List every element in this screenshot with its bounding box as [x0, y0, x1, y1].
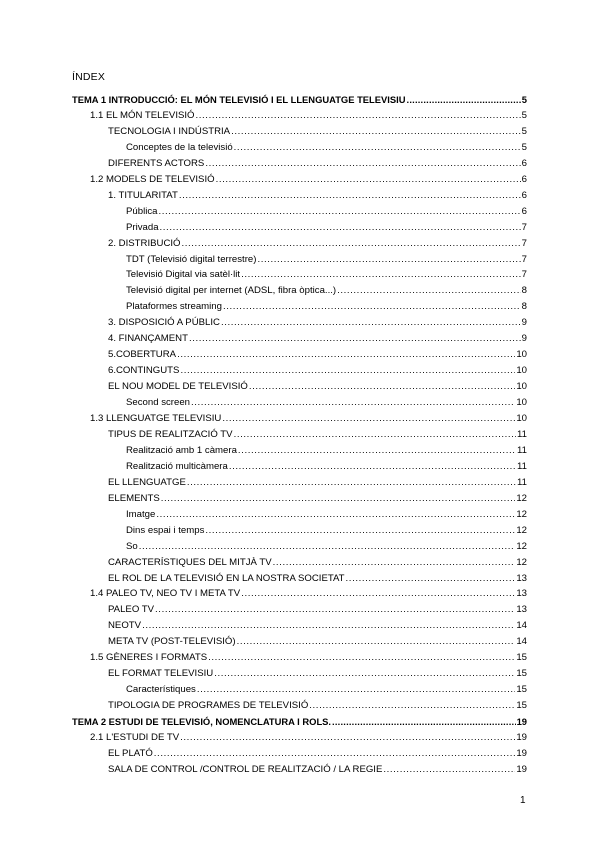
toc-entry-page: 5: [521, 125, 527, 137]
toc-entry[interactable]: [108, 364, 527, 378]
toc-entry[interactable]: [126, 524, 527, 538]
toc-dot-leader: [158, 205, 520, 219]
toc-dot-leader: [383, 763, 515, 777]
toc-entry-title: 5.COBERTURA: [108, 349, 177, 361]
toc-entry-title: 1.5 GÈNERES I FORMATS: [90, 652, 208, 664]
toc-dot-leader: [238, 444, 516, 458]
toc-entry[interactable]: [108, 380, 527, 394]
toc-dot-leader: [231, 125, 521, 139]
toc-entry[interactable]: [108, 635, 527, 649]
toc-dot-leader: [179, 189, 521, 203]
toc-dot-leader: [142, 619, 515, 633]
toc-entry-title: So: [126, 540, 138, 552]
toc-dot-leader: [160, 221, 521, 235]
toc-dot-leader: [221, 316, 521, 330]
toc-entry-page: 10: [516, 381, 527, 393]
toc-entry-title: 4. FINANÇAMENT: [108, 333, 188, 345]
toc-entry-page: 12: [516, 524, 527, 536]
toc-dot-leader: [196, 109, 521, 123]
toc-entry-title: CARACTERÍSTIQUES DEL MITJÀ TV: [108, 556, 272, 568]
toc-entry[interactable]: [126, 141, 527, 155]
toc-entry-title: Second screen: [126, 397, 190, 409]
toc-dot-leader: [229, 460, 516, 474]
toc-entry-title: 1.1 EL MÓN TELEVISIÓ: [90, 109, 195, 121]
toc-entry-page: 15: [516, 652, 527, 664]
toc-entry[interactable]: [90, 731, 527, 745]
toc-entry-title: SALA DE CONTROL /CONTROL DE REALITZACIÓ / LA REGIE: [108, 763, 383, 775]
toc-entry-page: 11: [517, 444, 527, 456]
toc-entry-title: Plataformes streaming: [126, 301, 222, 313]
toc-entry[interactable]: [108, 603, 527, 617]
toc-entry[interactable]: [108, 492, 527, 506]
toc-entry-page: 8: [521, 301, 527, 313]
toc-dot-leader: [222, 412, 515, 426]
toc-entry-title: 1.3 LLENGUATGE TELEVISIU: [90, 413, 222, 424]
toc-entry[interactable]: [126, 508, 527, 522]
toc-entry-title: TIPOLOGIA DE PROGRAMES DE TELEVISIÓ: [108, 700, 309, 712]
toc-entry-title: Realització multicàmera: [126, 460, 228, 472]
toc-dot-leader: [182, 237, 521, 251]
toc-entry-title: TEMA 2 ESTUDI DE TELEVISIÓ, NOMENCLATURA I ROLS.: [72, 716, 332, 728]
toc-entry[interactable]: [90, 587, 527, 601]
toc-entry-title: 3. DISPOSICIÓ A PÚBLIC: [108, 317, 220, 329]
toc-entry[interactable]: [72, 715, 527, 729]
toc-dot-leader: [234, 141, 521, 155]
toc-dot-leader: [177, 348, 515, 362]
toc-entry-title: EL PLATÓ: [108, 747, 153, 759]
toc-entry[interactable]: [108, 556, 527, 570]
toc-entry-page: 6: [521, 205, 527, 217]
toc-entry[interactable]: [90, 109, 527, 123]
toc-entry-page: 19: [516, 747, 527, 759]
page-number: 1: [520, 795, 526, 806]
toc-entry-page: 11: [517, 428, 527, 440]
toc-entry-title: PALEO TV: [108, 604, 155, 616]
toc-entry[interactable]: [108, 348, 527, 362]
toc-dot-leader: [257, 253, 520, 267]
toc-dot-leader: [273, 556, 516, 570]
toc-entry-page: 6: [521, 173, 527, 185]
toc-entry-title: EL LLENGUATGE: [108, 476, 186, 488]
toc-entry[interactable]: [126, 253, 527, 267]
toc-dot-leader: [223, 300, 521, 314]
toc-dot-leader: [156, 508, 515, 522]
toc-entry[interactable]: [126, 221, 527, 235]
toc-entry-page: 13: [516, 604, 527, 616]
toc-entry-title: 6.CONTINGUTS: [108, 365, 180, 377]
toc-dot-leader: [241, 268, 521, 282]
toc-entry-page: 15: [516, 700, 527, 712]
toc-entry-title: Característiques: [126, 684, 196, 696]
toc-entry-page: 13: [516, 572, 527, 584]
toc-entry-page: 8: [521, 285, 527, 297]
toc-entry-page: 10: [516, 397, 527, 409]
toc-entry[interactable]: [108, 619, 527, 633]
toc-entry[interactable]: [108, 157, 527, 171]
toc-entry-title: 1. TITULARITAT: [108, 189, 178, 201]
toc-entry-page: 5: [521, 141, 527, 153]
toc-entry[interactable]: [108, 763, 527, 777]
toc-entry-page: 15: [516, 668, 527, 680]
toc-entry-page: 11: [517, 460, 527, 472]
toc-dot-leader: [309, 699, 515, 713]
toc-entry[interactable]: [108, 747, 527, 761]
toc-entry[interactable]: [126, 683, 527, 697]
toc-entry[interactable]: [108, 428, 527, 442]
toc-entry[interactable]: [108, 476, 527, 490]
toc-entry-title: Televisió Digital via satèl·lit: [126, 269, 241, 281]
toc-dot-leader: [197, 683, 515, 697]
toc-entry[interactable]: [108, 316, 527, 330]
toc-dot-leader: [205, 157, 520, 171]
toc-entry-page: 14: [516, 620, 527, 632]
toc-entry[interactable]: [108, 125, 527, 139]
toc-entry-page: 10: [516, 365, 527, 377]
toc-dot-leader: [189, 332, 521, 346]
toc-dot-leader: [187, 476, 516, 490]
toc-entry-page: 12: [516, 492, 527, 504]
toc-entry-title: Televisió digital per internet (ADSL, fibra òptica...): [126, 285, 337, 297]
toc-dot-leader: [241, 587, 515, 601]
toc-entry-page: 7: [521, 221, 527, 233]
toc-entry-page: 19: [516, 763, 527, 775]
toc-entry-page: 12: [516, 508, 527, 520]
toc-entry-title: Privada: [126, 221, 159, 233]
toc-dot-leader: [216, 173, 521, 187]
toc-dot-leader: [332, 715, 516, 729]
toc-entry-page: 5: [521, 94, 527, 105]
toc-entry-page: 7: [521, 269, 527, 281]
toc-entry-page: 7: [521, 253, 527, 265]
toc-entry-title: Realització amb 1 càmera: [126, 444, 237, 456]
toc-entry-page: 9: [521, 317, 527, 329]
toc-dot-leader: [205, 524, 515, 538]
toc-entry-page: 10: [516, 349, 527, 361]
toc-dot-leader: [337, 284, 521, 298]
toc-entry-title: Dins espai i temps: [126, 524, 205, 536]
toc-entry[interactable]: [126, 396, 527, 410]
toc-dot-leader: [180, 731, 515, 745]
toc-entry[interactable]: [126, 444, 527, 458]
toc-entry-title: Imatge: [126, 508, 156, 520]
toc-dot-leader: [155, 603, 515, 617]
toc-dot-leader: [180, 364, 515, 378]
toc-entry-title: NEOTV: [108, 620, 142, 632]
toc-entry[interactable]: [90, 173, 527, 187]
toc-entry-title: EL ROL DE LA TELEVISIÓ EN LA NOSTRA SOCIETAT: [108, 572, 345, 584]
toc-entry-page: 10: [516, 413, 527, 424]
toc-dot-leader: [191, 396, 515, 410]
toc-entry[interactable]: [126, 540, 527, 554]
toc-entry[interactable]: [126, 300, 527, 314]
toc-dot-leader: [214, 667, 515, 681]
toc-entry-page: 19: [516, 716, 527, 728]
toc-dot-leader: [208, 651, 515, 665]
toc-dot-leader: [346, 572, 516, 586]
toc-entry-title: EL NOU MODEL DE TELEVISIÓ: [108, 381, 248, 393]
toc-entry[interactable]: [126, 284, 527, 298]
toc-entry-page: 5: [521, 109, 527, 121]
toc-entry-page: 9: [521, 333, 527, 345]
toc-entry-title: TECNOLOGIA I INDÚSTRIA: [108, 125, 231, 137]
toc-entry-title: DIFERENTS ACTORS: [108, 157, 205, 169]
toc-entry-title: EL FORMAT TELEVISIU: [108, 668, 214, 680]
toc-entry-title: META TV (POST-TELEVISIÓ): [108, 636, 236, 648]
toc-entry-page: 6: [521, 189, 527, 201]
toc-entry[interactable]: [72, 93, 527, 107]
toc-dot-leader: [237, 635, 516, 649]
index-heading: ÍNDEX: [72, 71, 106, 83]
toc-entry[interactable]: [108, 332, 527, 346]
toc-entry-title: Pública: [126, 205, 158, 217]
toc-dot-leader: [407, 93, 521, 107]
toc-entry[interactable]: [126, 205, 527, 219]
toc-entry-title: TIPUS DE REALITZACIÓ TV: [108, 428, 233, 440]
toc-entry-page: 11: [517, 476, 527, 488]
toc-entry-title: Conceptes de la televisió: [126, 141, 233, 153]
toc-entry-title: TEMA 1 INTRODUCCIÓ: EL MÓN TELEVISIÓ I EL LLENGUATGE TELEVISIU: [72, 94, 406, 105]
toc-entry-page: 12: [516, 556, 527, 568]
toc-dot-leader: [234, 428, 516, 442]
toc-entry-page: 13: [516, 588, 527, 600]
toc-entry[interactable]: [126, 268, 527, 282]
toc-entry-page: 6: [521, 157, 527, 169]
toc-dot-leader: [139, 540, 516, 554]
toc-entry-title: TDT (Televisió digital terrestre): [126, 253, 257, 265]
toc-entry-page: 15: [516, 684, 527, 696]
toc-entry[interactable]: [90, 412, 527, 426]
toc-dot-leader: [154, 747, 516, 761]
toc-entry-page: 19: [516, 732, 527, 743]
toc-entry[interactable]: [126, 460, 527, 474]
toc-entry-title: 1.2 MODELS DE TELEVISIÓ: [90, 173, 215, 185]
toc-entry[interactable]: [108, 189, 527, 203]
toc-entry-title: ELEMENTS: [108, 492, 160, 504]
toc-dot-leader: [161, 492, 516, 506]
toc-entry[interactable]: [90, 651, 527, 665]
toc-dot-leader: [249, 380, 515, 394]
toc-entry[interactable]: [108, 572, 527, 586]
toc-entry-title: 2.1 L'ESTUDI DE TV: [90, 732, 180, 743]
toc-entry-page: 7: [521, 237, 527, 249]
toc-entry[interactable]: [108, 667, 527, 681]
toc-entry-title: 1.4 PALEO TV, NEO TV I META TV: [90, 588, 241, 600]
toc-entry[interactable]: [108, 699, 527, 713]
toc-entry-page: 14: [516, 636, 527, 648]
toc-entry[interactable]: [108, 237, 527, 251]
toc-entry-page: 12: [516, 540, 527, 552]
toc-entry-title: 2. DISTRIBUCIÓ: [108, 237, 181, 249]
